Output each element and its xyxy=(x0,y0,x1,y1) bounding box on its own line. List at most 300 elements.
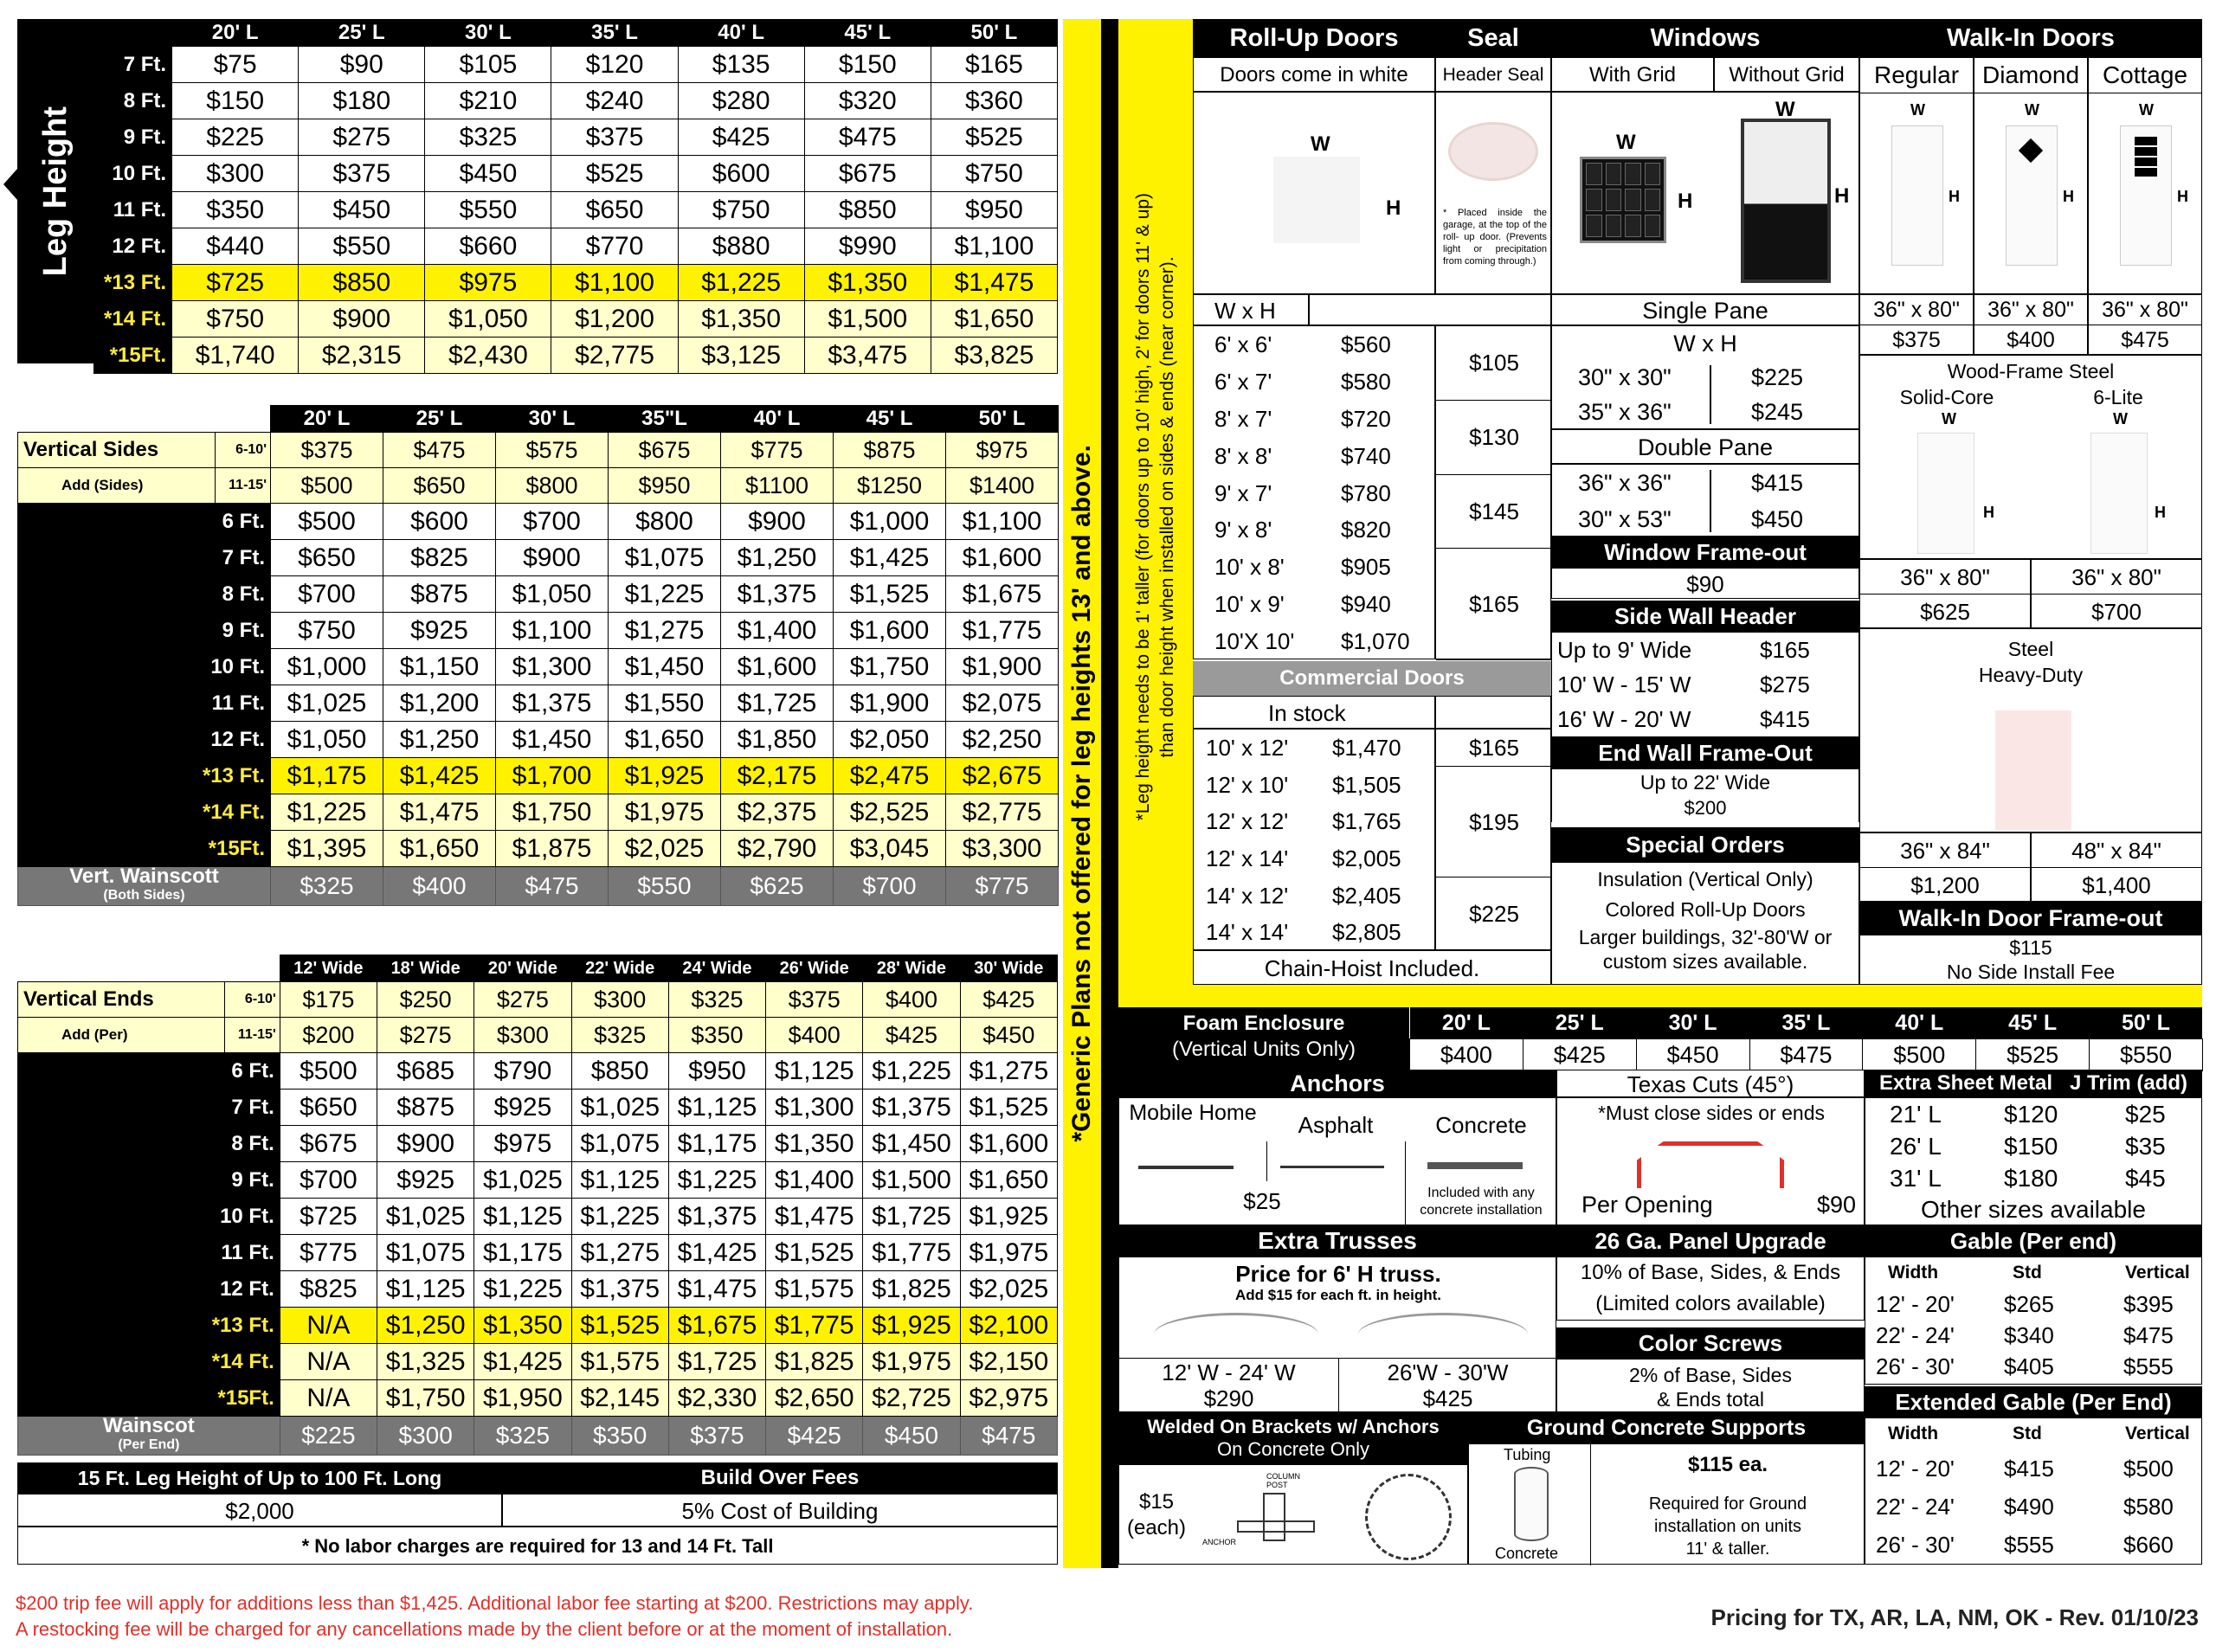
door-price: $625 xyxy=(1920,599,1970,625)
gable-std: $265 xyxy=(2004,1291,2054,1317)
vertical-row xyxy=(18,433,1059,468)
table-row xyxy=(18,1271,1058,1308)
extra-sheet-rows xyxy=(1865,1097,2202,1194)
long-leg-header: 15 Ft. Leg Height of Up to 100 Ft. Long xyxy=(17,1462,502,1494)
rollup-size: 10'X 10' xyxy=(1214,628,1295,655)
regular-door-icon xyxy=(1891,125,1943,266)
price-cell: $650 xyxy=(280,1090,377,1126)
commercial-row xyxy=(1194,730,1436,767)
row-label: 7 Ft. xyxy=(18,540,271,576)
walkin-style-col xyxy=(1859,57,1974,294)
price-cell: $240 xyxy=(551,83,678,119)
table-row xyxy=(18,1090,1058,1126)
price-cell: $790 xyxy=(474,1053,571,1090)
size-label: 30" x 30" xyxy=(1578,364,1672,390)
price-cell: $800 xyxy=(496,468,609,504)
price-cell: $1,125 xyxy=(766,1053,863,1090)
row-label: *15Ft. xyxy=(18,831,271,867)
footer-pricing: Pricing for TX, AR, LA, NM, OK - Rev. 01/10/23 xyxy=(1710,1604,2199,1630)
gable-vertical: $395 xyxy=(2123,1291,2174,1317)
gable-column-header: Width xyxy=(1888,1263,1939,1282)
single-pane-sizes xyxy=(1551,360,1859,429)
price-cell: $2,790 xyxy=(721,831,834,867)
rollup-size-row xyxy=(1194,511,1436,549)
price-cell: $1,750 xyxy=(834,649,946,685)
price-cell: $770 xyxy=(551,228,678,265)
price-cell: $1,575 xyxy=(571,1344,668,1380)
seal-note: * Placed inside the garage, at the top of the roll- up door. (Prevents light or precipitation from coming through.) xyxy=(1443,208,1547,267)
black-divider xyxy=(1101,19,1118,1568)
price-cell: $500 xyxy=(280,1053,377,1090)
price-cell: $150 xyxy=(172,83,299,119)
price-cell: $1,675 xyxy=(946,576,1059,613)
price-cell: $1,975 xyxy=(960,1235,1057,1271)
price-cell: $1,950 xyxy=(474,1380,571,1417)
gable-std: $555 xyxy=(2004,1532,2054,1558)
price-cell: $3,475 xyxy=(804,337,931,374)
brackets-each: (each) xyxy=(1126,1516,1187,1540)
wainscot-price: $325 xyxy=(271,867,383,906)
bracket-column-label: COLUMN POST xyxy=(1266,1472,1301,1489)
panel-line1: 10% of Base, Sides, & Ends xyxy=(1580,1261,1841,1284)
row-label: 11 Ft. xyxy=(18,1235,280,1271)
row-label: 10 Ft. xyxy=(94,156,172,192)
side-wall-row xyxy=(1552,667,1858,702)
column-header: 50' L xyxy=(931,20,1057,47)
table-row xyxy=(18,1380,1058,1417)
price-cell: $1,375 xyxy=(668,1199,765,1235)
seal-price: $130 xyxy=(1436,401,1552,475)
price-cell: $1,350 xyxy=(474,1308,571,1344)
special-orders-header: Special Orders xyxy=(1551,827,1859,862)
price-cell: $700 xyxy=(271,576,383,613)
table-row xyxy=(18,1344,1058,1380)
end-wall-sub-text: Up to 22' Wide xyxy=(1639,771,1771,794)
gable-column-header: Width xyxy=(1888,1424,1939,1443)
price-cell: $275 xyxy=(377,1018,474,1053)
price-cell: $2,775 xyxy=(946,794,1059,831)
jtrim-price: $45 xyxy=(2125,1165,2166,1192)
seal-price: $105 xyxy=(1436,326,1552,401)
vertical-row xyxy=(18,982,1058,1018)
ext-gable-header: Extended Gable (Per End) xyxy=(1865,1386,2202,1417)
gable-width: 26' - 30' xyxy=(1876,1532,1955,1558)
price-cell: $675 xyxy=(609,433,721,468)
commercial-row xyxy=(1194,803,1436,840)
price-cell: $1,475 xyxy=(383,794,496,831)
anchor-mobile-label: Mobile Home xyxy=(1129,1101,1257,1125)
price-cell: $1,975 xyxy=(609,794,721,831)
price-cell: $1,050 xyxy=(271,722,383,758)
walkin-frameout-price: $115 xyxy=(2009,936,2052,959)
truss-left-price: $290 xyxy=(1203,1385,1254,1411)
build-over-value: 5% Cost of Building xyxy=(502,1494,1058,1527)
gable-row xyxy=(1865,1289,2201,1320)
price-cell: $1,600 xyxy=(960,1126,1057,1162)
foam-title-box xyxy=(1118,1007,1409,1070)
seal-header: Seal xyxy=(1435,19,1551,57)
table-row xyxy=(18,1162,1058,1199)
price-cell: $1,450 xyxy=(863,1126,960,1162)
labor-note: * No labor charges are required for 13 and 14 Ft. Tall xyxy=(17,1527,1058,1565)
walkin-header: Walk-In Doors xyxy=(1859,19,2202,57)
gable-row xyxy=(1865,1488,2201,1526)
price-cell: $975 xyxy=(474,1126,571,1162)
table-row xyxy=(18,1126,1058,1162)
price-cell: $350 xyxy=(172,192,299,228)
price-cell: $320 xyxy=(804,83,931,119)
price-cell: $440 xyxy=(172,228,299,265)
price-cell: $850 xyxy=(571,1053,668,1090)
gable-std: $490 xyxy=(2004,1494,2054,1520)
price-cell: $1,475 xyxy=(931,265,1057,301)
price-cell: $1,900 xyxy=(946,649,1059,685)
ext-gable-rows xyxy=(1865,1417,2202,1565)
table-row xyxy=(18,540,1059,576)
price-cell: $1,525 xyxy=(571,1308,668,1344)
price-cell: $1,350 xyxy=(804,265,931,301)
rollup-door-icon xyxy=(1273,157,1360,243)
price-cell: $1,250 xyxy=(383,722,496,758)
anchors-header: Anchors xyxy=(1118,1070,1556,1097)
jtrim-price: $25 xyxy=(2125,1101,2166,1128)
rollup-sizes xyxy=(1193,325,1435,659)
column-divider xyxy=(1710,365,1711,424)
special-orders-body xyxy=(1551,862,1859,985)
truss-right-price: $425 xyxy=(1422,1385,1473,1411)
other-sizes: Other sizes available xyxy=(1865,1194,2202,1225)
screws-line2: & Ends total xyxy=(1656,1388,1765,1411)
price-cell: $1,225 xyxy=(474,1271,571,1308)
brackets-title: Welded On Brackets w/ Anchors xyxy=(1147,1416,1440,1437)
leg-height-arrow xyxy=(3,169,17,200)
price-cell: $1,725 xyxy=(721,685,834,722)
price-cell: $850 xyxy=(299,265,425,301)
price-cell: $1,600 xyxy=(946,540,1059,576)
leg-note-line1: *Leg height needs to be 1' taller (for doors up to 10' high, 2' for doors 11' & up) xyxy=(1133,193,1153,821)
table-row xyxy=(94,119,1058,156)
price-cell: $135 xyxy=(678,47,804,83)
side-wall-price: $275 xyxy=(1760,672,1810,697)
table-row xyxy=(18,831,1059,867)
asphalt-anchor-icon xyxy=(1280,1166,1384,1168)
price-cell: $300 xyxy=(571,982,668,1018)
price-cell: $1,300 xyxy=(496,649,609,685)
table-row xyxy=(18,1199,1058,1235)
size-price: $225 xyxy=(1751,364,1804,390)
leg-header-row xyxy=(94,20,1058,47)
rollup-sub: Doors come in white xyxy=(1193,57,1435,92)
price-cell: $1,100 xyxy=(551,265,678,301)
price-cell: $1,100 xyxy=(931,228,1057,265)
horizontal-yellow-band xyxy=(1118,985,2202,1007)
price-cell: $1,225 xyxy=(271,794,383,831)
texas-price: $90 xyxy=(1817,1192,1857,1218)
price-cell: $1,050 xyxy=(425,301,551,337)
row-label: 9 Ft. xyxy=(18,1162,280,1199)
table-row xyxy=(18,685,1059,722)
foam-price: $500 xyxy=(1863,1039,1976,1071)
price-cell: $925 xyxy=(383,613,496,649)
column-header: 20' L xyxy=(271,406,383,433)
in-stock-blank xyxy=(1435,696,1551,729)
grid-window-w: W xyxy=(1616,131,1636,154)
rollup-size: 10' x 9' xyxy=(1214,591,1285,618)
leg-height-sidebar xyxy=(17,19,93,363)
diamond-window-icon xyxy=(2019,138,2043,163)
steel-door-icon xyxy=(1995,710,2071,830)
solid-core-door-icon xyxy=(1917,433,1974,554)
row-label: 11 Ft. xyxy=(94,192,172,228)
price-cell: $450 xyxy=(425,156,551,192)
rollup-price: $740 xyxy=(1341,442,1391,469)
ground-note1: Required for Ground xyxy=(1648,1495,1807,1514)
foam-column-header: 45' L xyxy=(1976,1007,2090,1039)
wainscot-title: Vert. Wainscott xyxy=(69,866,219,888)
commercial-price: $1,765 xyxy=(1332,808,1401,835)
screws-header: Color Screws xyxy=(1556,1327,1865,1359)
plain-window-h: H xyxy=(1834,184,1850,208)
size-price: $245 xyxy=(1751,399,1804,425)
price-cell: $375 xyxy=(766,982,863,1018)
row-label: 8 Ft. xyxy=(18,576,271,613)
rollup-wxh-blank xyxy=(1309,294,1551,325)
price-cell: $725 xyxy=(280,1199,377,1235)
commercial-size: 10' x 12' xyxy=(1206,735,1289,761)
row-label: 6 Ft. xyxy=(18,1053,280,1090)
price-cell: $1,650 xyxy=(383,831,496,867)
column-divider xyxy=(1710,470,1711,532)
price-cell: $1,375 xyxy=(863,1090,960,1126)
walkin-frameout-note: No Side Install Fee xyxy=(1946,961,2116,983)
price-cell: $1,150 xyxy=(383,649,496,685)
size-price-col xyxy=(2031,559,2202,628)
price-cell: $360 xyxy=(931,83,1057,119)
price-cell: $1,225 xyxy=(609,576,721,613)
steel-sizes xyxy=(1859,832,2202,902)
rollup-price: $940 xyxy=(1341,591,1391,618)
side-wall-label: Up to 9' Wide xyxy=(1557,637,1692,663)
wainscot-price: $400 xyxy=(383,867,496,906)
table-row xyxy=(94,156,1058,192)
wainscot-price: $700 xyxy=(834,867,946,906)
gable-width: 26' - 30' xyxy=(1876,1353,1955,1379)
price-cell: $1,475 xyxy=(766,1199,863,1235)
vertical-label: Vertical Sides xyxy=(18,433,216,468)
concrete-support-icon xyxy=(1514,1467,1549,1541)
price-cell: $650 xyxy=(383,468,496,504)
price-cell: $150 xyxy=(804,47,931,83)
price-cell: $350 xyxy=(668,1018,765,1053)
table-row xyxy=(94,83,1058,119)
price-cell: $450 xyxy=(299,192,425,228)
special-custom: custom sizes available. xyxy=(1602,950,1808,973)
price-cell: $600 xyxy=(678,156,804,192)
price-cell: $925 xyxy=(474,1090,571,1126)
windows-header: Windows xyxy=(1551,19,1859,57)
table-row xyxy=(94,192,1058,228)
seal-sub: Header Seal xyxy=(1435,57,1551,92)
price-cell: $1,200 xyxy=(383,685,496,722)
price-cell: $120 xyxy=(551,47,678,83)
price-cell: $1,425 xyxy=(383,758,496,794)
solid-core-label: Solid-Core xyxy=(1899,386,1994,408)
price-cell: $1,400 xyxy=(766,1162,863,1199)
price-cell: $2,145 xyxy=(571,1380,668,1417)
sheet-length: 31' L xyxy=(1890,1165,1942,1192)
vertical-row xyxy=(18,1018,1058,1053)
price-cell: $975 xyxy=(946,433,1059,468)
price-cell: $675 xyxy=(280,1126,377,1162)
price-cell: $2,975 xyxy=(960,1380,1057,1417)
bracket-diagram-icon xyxy=(1202,1472,1341,1559)
rollup-size-row xyxy=(1194,438,1436,475)
price-cell: $1,225 xyxy=(863,1053,960,1090)
size-price-col xyxy=(1859,832,2031,902)
price-cell: $400 xyxy=(766,1018,863,1053)
table-row xyxy=(18,576,1059,613)
chain-hoist-note: Chain-Hoist Included. xyxy=(1193,950,1551,985)
price-cell: $1,600 xyxy=(834,613,946,649)
price-cell: $1,925 xyxy=(863,1308,960,1344)
price-cell: $500 xyxy=(271,468,383,504)
column-header: 30' L xyxy=(425,20,551,47)
size-row xyxy=(1552,395,1858,429)
gable-column-header: Vertical xyxy=(2125,1424,2190,1443)
column-header: 35' L xyxy=(551,20,678,47)
price-cell: $2,100 xyxy=(960,1308,1057,1344)
price-cell: $375 xyxy=(271,433,383,468)
table-row xyxy=(18,504,1059,540)
rollup-size: 8' x 8' xyxy=(1214,442,1272,469)
double-pane-sizes xyxy=(1551,464,1859,537)
corner-cell xyxy=(94,20,172,47)
price-cell: $2,375 xyxy=(721,794,834,831)
door-price: $1,200 xyxy=(1910,872,1980,898)
price-cell: $1,350 xyxy=(678,301,804,337)
price-cell: $1,225 xyxy=(668,1162,765,1199)
row-label: 10 Ft. xyxy=(18,649,271,685)
size-label: 30" x 53" xyxy=(1578,506,1672,532)
rollup-price: $580 xyxy=(1341,368,1391,395)
range-label: 6-10' xyxy=(216,433,271,468)
walkin-h: H xyxy=(2177,188,2188,205)
door-size: 36" x 80" xyxy=(1860,560,2030,595)
rollup-size-row xyxy=(1194,549,1436,586)
panel-body xyxy=(1556,1257,1865,1321)
price-cell: $1100 xyxy=(721,468,834,504)
trusses-header: Extra Trusses xyxy=(1118,1225,1556,1257)
column-header: 20' Wide xyxy=(474,955,571,982)
generic-plans-note: *Generic Plans not offered for leg heights 13' and above. xyxy=(1067,445,1096,1142)
panel-header: 26 Ga. Panel Upgrade xyxy=(1556,1225,1865,1257)
wainscot-price: $625 xyxy=(721,867,834,906)
price-cell: $1,500 xyxy=(863,1162,960,1199)
price-cell: $700 xyxy=(280,1162,377,1199)
table-row xyxy=(18,613,1059,649)
screws-line1: 2% of Base, Sides xyxy=(1629,1364,1792,1386)
row-label: 10 Ft. xyxy=(18,1199,280,1235)
price-cell: $880 xyxy=(678,228,804,265)
bracket-anchor-label: ANCHOR xyxy=(1202,1538,1237,1546)
door-price: $400 xyxy=(2007,328,2055,352)
foam-column-header: 25' L xyxy=(1523,1007,1636,1039)
side-wall-rows xyxy=(1551,632,1859,737)
price-cell: $3,825 xyxy=(931,337,1057,374)
commercial-seal-price: $165 xyxy=(1436,730,1552,767)
gable-width: 12' - 20' xyxy=(1876,1456,1955,1482)
double-pane-label: Double Pane xyxy=(1551,429,1859,464)
foam-price: $425 xyxy=(1523,1039,1636,1071)
row-label: *15Ft. xyxy=(94,337,172,374)
price-cell: $1,775 xyxy=(766,1308,863,1344)
price-cell: $1,575 xyxy=(766,1271,863,1308)
rollup-price: $720 xyxy=(1341,405,1391,432)
ground-tubing: Tubing xyxy=(1504,1446,1551,1463)
price-cell: $1,025 xyxy=(474,1162,571,1199)
row-label: *15Ft. xyxy=(18,1380,280,1417)
price-cell: $1,175 xyxy=(271,758,383,794)
row-label: 9 Ft. xyxy=(94,119,172,156)
price-cell: $3,300 xyxy=(946,831,1059,867)
price-cell: $175 xyxy=(280,982,377,1018)
rollup-image-area xyxy=(1193,92,1435,294)
wood-frame-area xyxy=(1859,386,2202,559)
size-row xyxy=(1552,465,1858,501)
price-cell: $2,330 xyxy=(668,1380,765,1417)
price-cell: $1,875 xyxy=(496,831,609,867)
row-label: *14 Ft. xyxy=(18,1344,280,1380)
row-label: *13 Ft. xyxy=(18,1308,280,1344)
commercial-row xyxy=(1194,877,1436,915)
rollup-wxh-label: W x H xyxy=(1193,294,1309,325)
foam-value-row xyxy=(1410,1039,2203,1071)
price-cell: $90 xyxy=(299,47,425,83)
row-label: *14 Ft. xyxy=(18,794,271,831)
price-cell: $685 xyxy=(377,1053,474,1090)
price-cell: $1,125 xyxy=(377,1271,474,1308)
rollup-price: $560 xyxy=(1341,331,1391,357)
price-cell: $1,200 xyxy=(551,301,678,337)
price-cell: $1,400 xyxy=(721,613,834,649)
truss-left-label: 12' W - 24' W xyxy=(1162,1360,1296,1385)
walkin-style-label: Diamond xyxy=(1974,58,2087,93)
walkin-sizes xyxy=(1859,294,2202,355)
wainscot-row xyxy=(18,1417,1058,1456)
walkin-style-label: Regular xyxy=(1860,58,1973,93)
price-cell: $325 xyxy=(668,982,765,1018)
price-cell: $250 xyxy=(377,982,474,1018)
gable-row xyxy=(1865,1351,2201,1382)
gable-column-header: Std xyxy=(2013,1424,2042,1443)
walkin-h: H xyxy=(2063,188,2074,205)
row-label: 7 Ft. xyxy=(18,1090,280,1126)
sheet-length: 26' L xyxy=(1890,1133,1942,1160)
price-cell: $1,325 xyxy=(377,1344,474,1380)
price-cell: $650 xyxy=(271,540,383,576)
price-cell: $875 xyxy=(383,576,496,613)
price-cell: $1,750 xyxy=(377,1380,474,1417)
gable-column-header: Vertical xyxy=(2125,1263,2190,1282)
single-pane-label: Single Pane xyxy=(1551,294,1859,325)
price-cell: N/A xyxy=(280,1308,377,1344)
price-cell: $475 xyxy=(804,119,931,156)
ground-note2: installation on units xyxy=(1653,1517,1802,1536)
wainscot-label xyxy=(18,867,271,906)
column-header: 28' Wide xyxy=(863,955,960,982)
windows-image-area xyxy=(1551,92,1859,294)
door-size: 36" x 80" xyxy=(2089,295,2201,325)
